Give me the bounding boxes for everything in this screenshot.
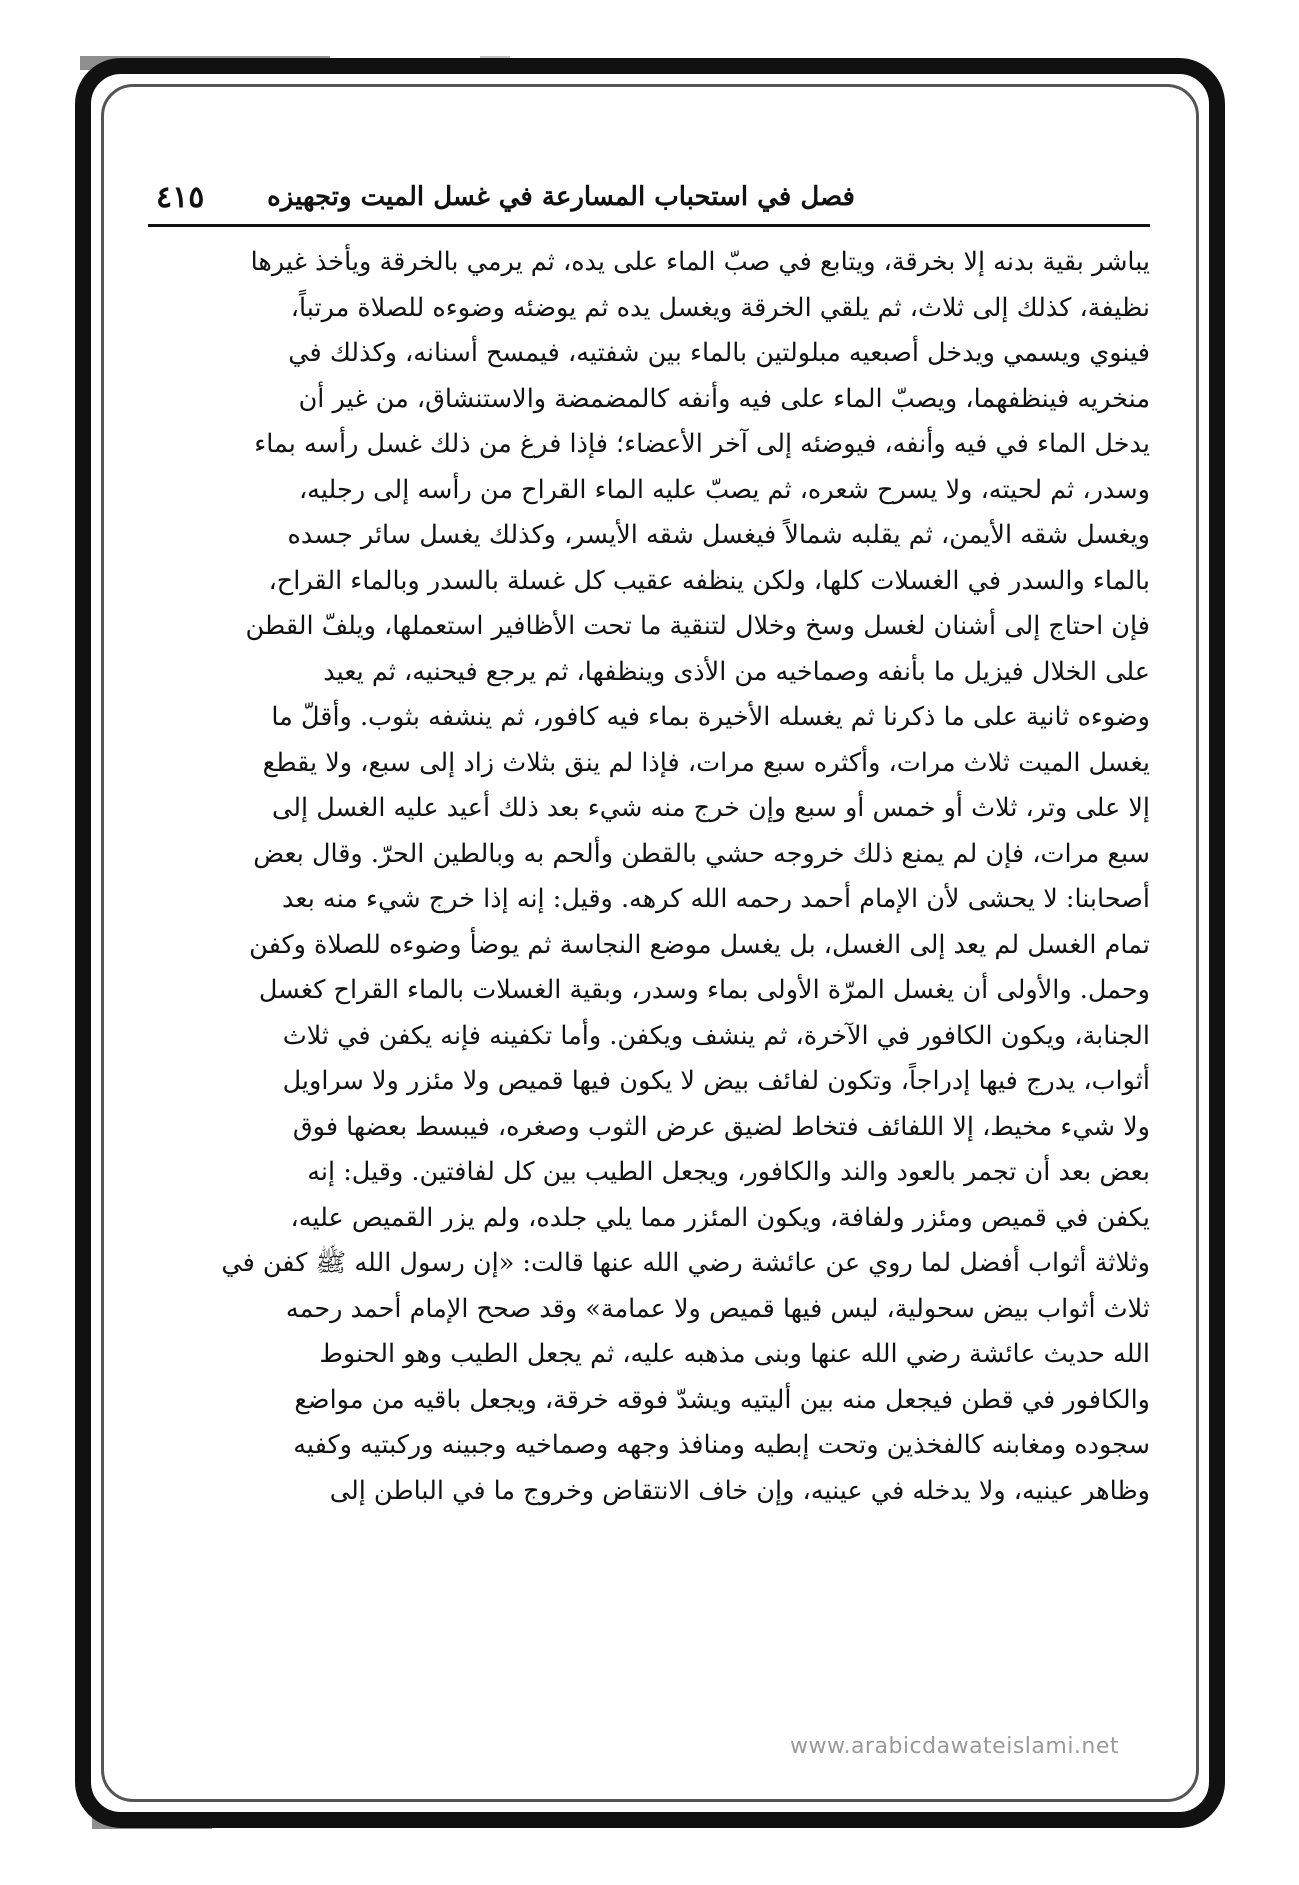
text-line: وظاهر عينيه، ولا يدخله في عينيه، وإن خاف الانتقاض وخروج ما في الباطن إلى <box>329 1475 1150 1506</box>
text-line: فينوي ويسمي ويدخل أصبعيه مبلولتين بالماء بين شفتيه، فيمسح أسنانه، وكذلك في <box>288 338 1150 368</box>
text-line: ثلاث أثواب بيض سحولية، ليس فيها قميص ولا عمامة» وقد صحح الإمام أحمد رحمه <box>285 1293 1150 1324</box>
text-line: سجوده ومغابنه كالفخذين وتحت إبطيه ومنافذ وجهه وصماخيه وجبينه وركبتيه وكفيه <box>293 1430 1150 1460</box>
text-line: الله حديث عائشة رضي الله عنها وبنى مذهبه عليه، ثم يجعل الطيب وهو الحنوط <box>319 1339 1150 1369</box>
text-line: أصحابنا: لا يحشى لأن الإمام أحمد رحمه الله كرهه. وقيل: إنه إذا خرج شيء منه بعد <box>282 884 1150 914</box>
page-number: ٤١٥ <box>156 180 205 215</box>
text-line: بالماء والسدر في الغسلات كلها، ولكن ينظفه عقيب كل غسلة بالسدر وبالماء القراح، <box>268 565 1150 596</box>
text-line: ولا شيء مخيط، إلا اللفائف فتخاط لضيق عرض الثوب وصغره، فيبسط بعضها فوق <box>292 1111 1150 1142</box>
text-line: تمام الغسل لم يعد إلى الغسل، بل يغسل موضع النجاسة ثم يوضأ وضوءه للصلاة وكفن <box>249 929 1150 960</box>
text-line: أثواب، يدرج فيها إدراجاً، وتكون لفائف بيض لا يكون فيها قميص ولا مئزر ولا سراويل <box>282 1066 1150 1096</box>
text-line: على الخلال فيزيل ما بأنفه وصماخيه من الأذى وينظفها، ثم يرجع فيحنيه، ثم يعيد <box>323 656 1150 687</box>
text-line: يكفن في قميص ومئزر ولفافة، ويكون المئزر مما يلي جلده، ولم يزر القميص عليه، <box>290 1202 1150 1233</box>
text-line: فإن احتاج إلى أشنان لغسل وسخ وخلال لتنقية ما تحت الأظافير استعملها، ويلفّ القطن <box>245 611 1150 641</box>
text-line: وضوءه ثانية على ما ذكرنا ثم يغسله الأخيرة بماء فيه كافور، ثم ينشفه بثوب. وأقلّ ما <box>271 702 1150 732</box>
text-line: والكافور في قطن فيجعل منه بين أليتيه ويشدّ فوقه خرقة، ويجعل باقيه من مواضع <box>294 1384 1150 1415</box>
text-line: وحمل. والأولى أن يغسل المرّة الأولى بماء وسدر، وبقية الغسلات بالماء القراح كغسل <box>258 975 1150 1005</box>
text-line: نظيفة، كذلك إلى ثلاث، ثم يلقي الخرقة ويغسل يده ثم يوضئه وضوءه للصلاة مرتباً، <box>290 292 1150 323</box>
text-line: يباشر بقية بدنه إلا بخرقة، ويتابع في صبّ الماء على يده، ثم يرمي بالخرقة ويأخذ غيرها <box>250 247 1150 277</box>
text-line: منخريه فينظفهما، ويصبّ الماء على فيه وأنفه كالمضمضة والاستنشاق، من غير أن <box>298 383 1150 414</box>
text-line: إلا على وتر، ثلاث أو خمس أو سبع وإن خرج منه شيء بعد ذلك أعيد عليه الغسل إلى <box>272 793 1150 823</box>
text-line: سبع مرات، فإن لم يمنع ذلك خروجه حشي بالقطن وألحم به وبالطين الحرّ. وقال بعض <box>253 838 1150 869</box>
text-line: يدخل الماء في فيه وأنفه، فيوضئه إلى آخر الأعضاء؛ فإذا فرغ من ذلك غسل رأسه بماء <box>254 429 1150 459</box>
body-text <box>148 240 1150 1514</box>
text-line: ويغسل شقه الأيمن، ثم يقلبه شمالاً فيغسل شقه الأيسر، وكذلك يغسل سائر جسده <box>287 520 1150 550</box>
text-line: وسدر، ثم لحيته، ولا يسرح شعره، ثم يصبّ عليه الماء القراح من رأسه إلى رجليه، <box>298 474 1150 505</box>
text-line: وثلاثة أثواب أفضل لما روي عن عائشة رضي الله عنها قالت: «إن رسول الله ﷺ كفن في <box>221 1248 1150 1278</box>
text-line: يغسل الميت ثلاث مرات، وأكثره سبع مرات، فإذا لم ينق بثلاث زاد إلى سبع، ولا يقطع <box>262 747 1150 778</box>
page-header <box>148 180 1150 227</box>
text-line: الجنابة، ويكون الكافور في الآخرة، ثم ينشف ويكفن. وأما تكفينه فإنه يكفن في ثلاث <box>282 1020 1150 1051</box>
text-line: بعض بعد أن تجمر بالعود والند والكافور، ويجعل الطيب بين كل لفافتين. وقيل: إنه <box>307 1157 1150 1187</box>
watermark: www.arabicdawateislami.net <box>790 1734 1120 1759</box>
running-title: فصل في استحباب المسارعة في غسل الميت وتجهيزه <box>267 182 855 212</box>
